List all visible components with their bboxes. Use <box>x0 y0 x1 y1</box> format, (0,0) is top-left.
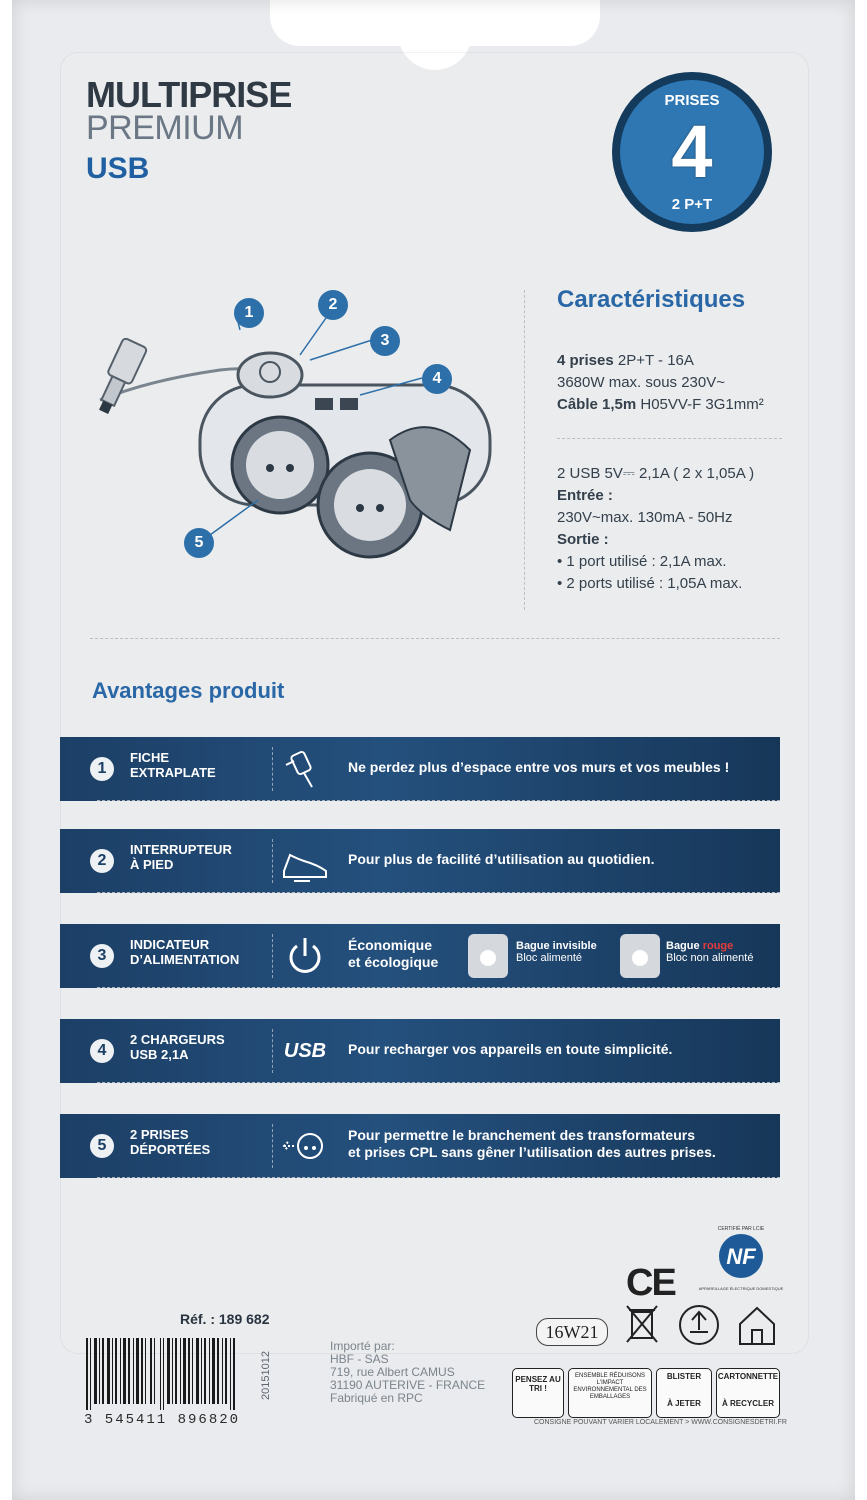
importer-line-5: Fabriqué en RPC <box>330 1391 423 1405</box>
nf-bottom-text: APPAREILLAGE ÉLECTRIQUE DOMESTIQUE <box>698 1286 784 1291</box>
advantage-band-5 <box>60 1114 780 1178</box>
nf-logo <box>698 1218 784 1294</box>
ring-dot <box>480 950 496 966</box>
blister-box <box>656 1368 712 1418</box>
spec-line-4: 2 USB 5V⎓ 2,1A ( 2 x 1,05A ) <box>557 465 755 482</box>
importer-line-2: HBF - SAS <box>330 1352 389 1366</box>
spec-divider <box>524 290 525 610</box>
advantage-label-1 <box>130 750 216 780</box>
importer-line-1: Importé par: <box>330 1339 395 1353</box>
advantages-title: Avantages produit <box>92 678 285 703</box>
nf-text: NF <box>726 1244 756 1269</box>
barcode-number: 3 545411 896820 <box>84 1412 241 1428</box>
power-icon <box>280 932 330 980</box>
callout-5: 5 <box>184 528 214 558</box>
advantage-number-4: 4 <box>90 1039 114 1063</box>
advantage-text-5b: et prises CPL sans gêner l’utilisation des autres prises. <box>348 1144 716 1160</box>
spec-line-3-rest: H05VV-F 3G1mm² <box>636 396 764 413</box>
ring-red-caption <box>666 940 753 964</box>
ring-invisible-sub: Bloc alimenté <box>516 952 583 964</box>
callout-2: 2 <box>318 290 348 320</box>
flat-plug-icon <box>92 338 148 418</box>
advantage-label-4a: 2 CHARGEURS <box>130 1032 225 1047</box>
band-separator <box>272 747 273 791</box>
advantage-label-1a: FICHE <box>130 750 169 765</box>
date-stamp: 16W21 <box>536 1318 608 1346</box>
barcode <box>84 1338 244 1414</box>
advantage-band-1 <box>60 737 780 801</box>
carton-box <box>716 1368 780 1418</box>
advantage-text-4: Pour recharger vos appareils en toute simplicité. <box>348 1041 673 1057</box>
band-dash <box>97 1082 780 1083</box>
advantage-label-3 <box>130 937 239 967</box>
advantage-label-5a: 2 PRISES <box>130 1127 189 1142</box>
band-separator <box>272 839 273 883</box>
house-icon <box>734 1302 780 1348</box>
recycle-triman-icon <box>676 1302 722 1348</box>
spec-line-2: 3680W max. sous 230V~ <box>557 374 726 391</box>
badge-number: 4 <box>671 110 713 193</box>
ring-red-title: Bague <box>666 940 703 952</box>
importer-line-4: 31190 AUTERIVE - FRANCE <box>330 1378 486 1392</box>
band-separator <box>272 934 273 978</box>
recycling-info <box>512 1368 792 1418</box>
advantage-label-3b: D’ALIMENTATION <box>130 952 240 967</box>
band-separator <box>272 1029 273 1073</box>
ring-dot <box>632 950 648 966</box>
shoe-icon <box>280 837 330 885</box>
band-dash <box>97 892 780 893</box>
ring-red-image <box>620 934 660 978</box>
band-dash <box>97 987 780 988</box>
prises-badge <box>612 72 772 232</box>
ring-invisible-title: Bague invisible <box>516 940 597 952</box>
advantage-text-5a: Pour permettre le branchement des transformateurs <box>348 1127 695 1143</box>
advantage-label-5b: DÉPORTÉES <box>130 1142 211 1157</box>
usb-icon: USB <box>283 1040 327 1062</box>
spec-line-9: • 2 ports utilisé : 1,05A max. <box>557 575 743 592</box>
spec-line-8: • 1 port utilisé : 2,1A max. <box>557 553 727 570</box>
spec-line-3-bold: Câble 1,5m <box>557 396 637 413</box>
advantage-text-3a: Économique <box>348 937 433 953</box>
advantage-number-3: 3 <box>90 944 114 968</box>
importer-line-3: 719, rue Albert CAMUS <box>330 1365 455 1379</box>
specs-title: Caractéristiques <box>557 286 746 313</box>
pensez-au-tri: PENSEZ AU TRI ! <box>512 1368 564 1418</box>
spec-line-1-bold: 4 prises <box>557 352 614 369</box>
ce-mark: CE <box>626 1262 675 1304</box>
advantage-number-1: 1 <box>90 757 114 781</box>
advantage-label-4b: USB 2,1A <box>130 1047 189 1062</box>
advantage-text-3 <box>348 937 438 971</box>
callout-1: 1 <box>234 298 264 328</box>
band-dash <box>97 800 780 801</box>
socket-icon <box>280 1122 330 1170</box>
blister-sub: À JETER <box>667 1399 701 1408</box>
spec-line-6: 230V~max. 130mA - 50Hz <box>557 509 733 526</box>
spec-line-5: Entrée : <box>557 487 613 504</box>
ring-red-sub: Bloc non alimenté <box>666 952 754 964</box>
spec-line-1 <box>557 352 694 369</box>
blister-label: BLISTER <box>666 1372 702 1381</box>
weee-bin-icon <box>624 1302 660 1346</box>
advantage-label-3a: INDICATEUR <box>130 937 210 952</box>
spec-separator <box>557 438 782 439</box>
callout-4: 4 <box>422 364 452 394</box>
advantage-label-2b: À PIED <box>130 857 174 872</box>
lot-number: 20151012 <box>260 1351 272 1400</box>
product-title-line2: PREMIUM <box>86 109 244 147</box>
importer-info <box>330 1340 485 1405</box>
advantage-text-3b: et écologique <box>348 954 439 970</box>
band-separator <box>272 1124 273 1168</box>
plug-icon <box>280 745 330 793</box>
carton-sub: À RECYCLER <box>721 1399 774 1408</box>
advantage-label-2 <box>130 842 232 872</box>
callout-3: 3 <box>370 326 400 356</box>
advantage-label-5 <box>130 1127 210 1157</box>
nf-top-text: CERTIFIÉ PAR LCIE <box>717 1226 765 1232</box>
product-title-line1: MULTIPRISE <box>86 74 292 115</box>
advantage-label-4 <box>130 1032 225 1062</box>
badge-top-text: PRISES <box>664 92 720 109</box>
ring-invisible-caption <box>516 940 597 964</box>
ring-red-word: rouge <box>702 940 734 952</box>
advantage-text-1: Ne perdez plus d’espace entre vos murs et vos meubles ! <box>348 759 730 775</box>
band-dash <box>97 1177 780 1178</box>
section-separator <box>90 638 780 639</box>
advantage-label-2a: INTERRUPTEUR <box>130 842 232 857</box>
advantage-number-5: 5 <box>90 1134 114 1158</box>
advantage-text-5 <box>348 1127 716 1161</box>
ring-invisible-image <box>468 934 508 978</box>
advantage-band-4 <box>60 1019 780 1083</box>
spec-line-1-rest: 2P+T - 16A <box>613 352 694 369</box>
consigne-text: CONSIGNE POUVANT VARIER LOCALEMENT > WWW.CONSIGNESDETRI.FR <box>534 1419 787 1426</box>
advantage-band-3 <box>60 924 780 988</box>
badge-bottom-text: 2 P+T <box>671 196 713 213</box>
advantage-number-2: 2 <box>90 849 114 873</box>
ensemble-text: ENSEMBLE RÉDUISONS L'IMPACT ENVIRONNEMENTAL DES EMBALLAGES <box>568 1368 652 1418</box>
spec-line-7: Sortie : <box>557 531 609 548</box>
advantage-band-2 <box>60 829 780 893</box>
reference-number: Réf. : 189 682 <box>180 1311 270 1327</box>
product-title-line3: USB <box>86 152 150 185</box>
advantage-text-2: Pour plus de facilité d’utilisation au quotidien. <box>348 851 655 867</box>
spec-line-3 <box>557 396 764 413</box>
advantage-label-1b: EXTRAPLATE <box>130 765 216 780</box>
product-illustration <box>90 290 510 570</box>
carton-label: CARTONNETTE <box>717 1372 779 1381</box>
